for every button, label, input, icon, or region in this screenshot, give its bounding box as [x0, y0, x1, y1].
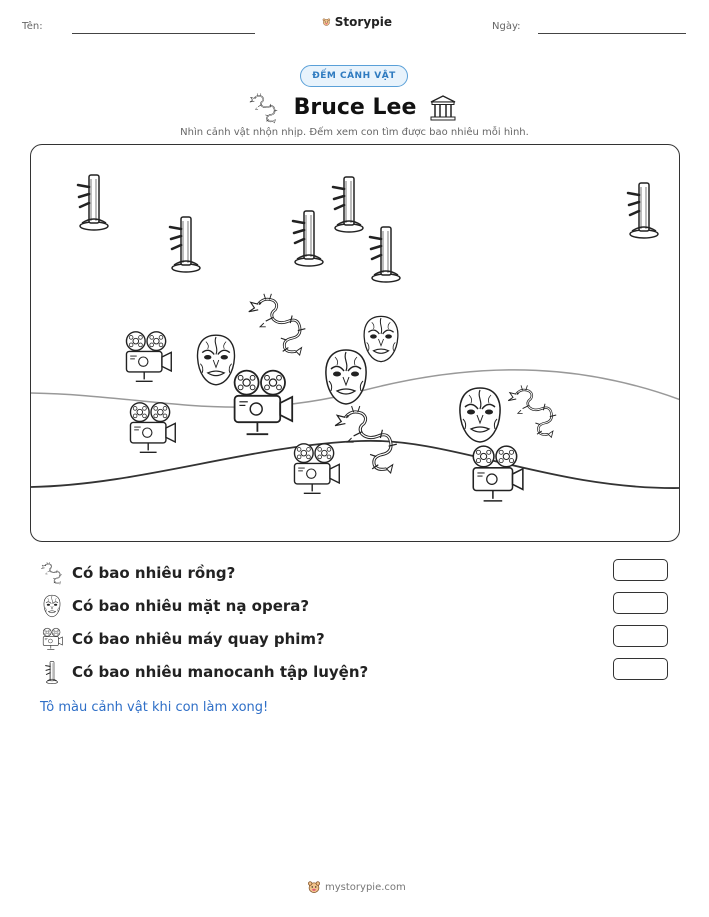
dragon-icon	[248, 92, 280, 124]
date-label: Ngày:	[492, 21, 521, 32]
opera-mask-icon	[40, 594, 64, 618]
mascot-icon	[307, 880, 321, 894]
dummy-1	[78, 175, 108, 230]
mask-3	[326, 350, 366, 404]
wooden-dummy-icon	[40, 660, 64, 684]
camera-5	[473, 446, 523, 501]
dummy-4	[293, 211, 323, 266]
hill-front-line	[31, 441, 680, 488]
dummy-6	[628, 183, 658, 238]
coloring-note: Tô màu cảnh vật khi con làm xong!	[40, 700, 269, 715]
answer-box-dragons[interactable]	[613, 559, 668, 581]
dummy-5	[370, 227, 400, 282]
temple-icon	[428, 93, 458, 123]
mask-2	[364, 316, 398, 361]
camera-4	[294, 444, 339, 493]
question-text: Có bao nhiêu manocanh tập luyện?	[72, 663, 369, 681]
question-text: Có bao nhiêu rồng?	[72, 564, 236, 582]
name-line[interactable]	[72, 33, 255, 34]
instructions: Nhìn cảnh vật nhộn nhịp. Đếm xem con tìm được bao nhiêu mỗi hình.	[180, 127, 529, 138]
mask-4	[460, 388, 500, 442]
answer-box-masks[interactable]	[613, 592, 668, 614]
footer-url[interactable]: mystorypie.com	[325, 881, 406, 893]
page-title: Bruce Lee	[293, 95, 417, 120]
name-label: Tên:	[22, 21, 43, 32]
dragon-1	[249, 294, 306, 355]
dragon-2	[335, 406, 397, 473]
film-camera-icon	[40, 627, 64, 651]
camera-1	[126, 332, 171, 381]
scene-canvas	[31, 145, 680, 542]
scene-panel	[30, 144, 680, 542]
question-row-3	[40, 626, 325, 652]
camera-2	[130, 403, 175, 452]
question-row-1	[40, 560, 235, 586]
dummy-2	[170, 217, 200, 272]
answer-box-dummies[interactable]	[613, 658, 668, 680]
activity-badge: ĐẾM CẢNH VẬT	[300, 65, 408, 87]
answer-box-cameras[interactable]	[613, 625, 668, 647]
dragon-icon	[40, 561, 64, 585]
date-line[interactable]	[538, 33, 686, 34]
brand-logo	[322, 12, 392, 32]
dragon-3	[508, 385, 556, 437]
brand-name: Storypie	[334, 15, 392, 29]
camera-3	[235, 371, 293, 435]
mascot-icon	[322, 14, 331, 30]
mask-1	[198, 335, 235, 385]
question-text: Có bao nhiêu máy quay phim?	[72, 630, 325, 648]
footer	[307, 880, 406, 894]
question-text: Có bao nhiêu mặt nạ opera?	[72, 597, 310, 615]
question-row-2	[40, 593, 309, 619]
question-row-4	[40, 659, 368, 685]
dummy-3	[333, 177, 363, 232]
